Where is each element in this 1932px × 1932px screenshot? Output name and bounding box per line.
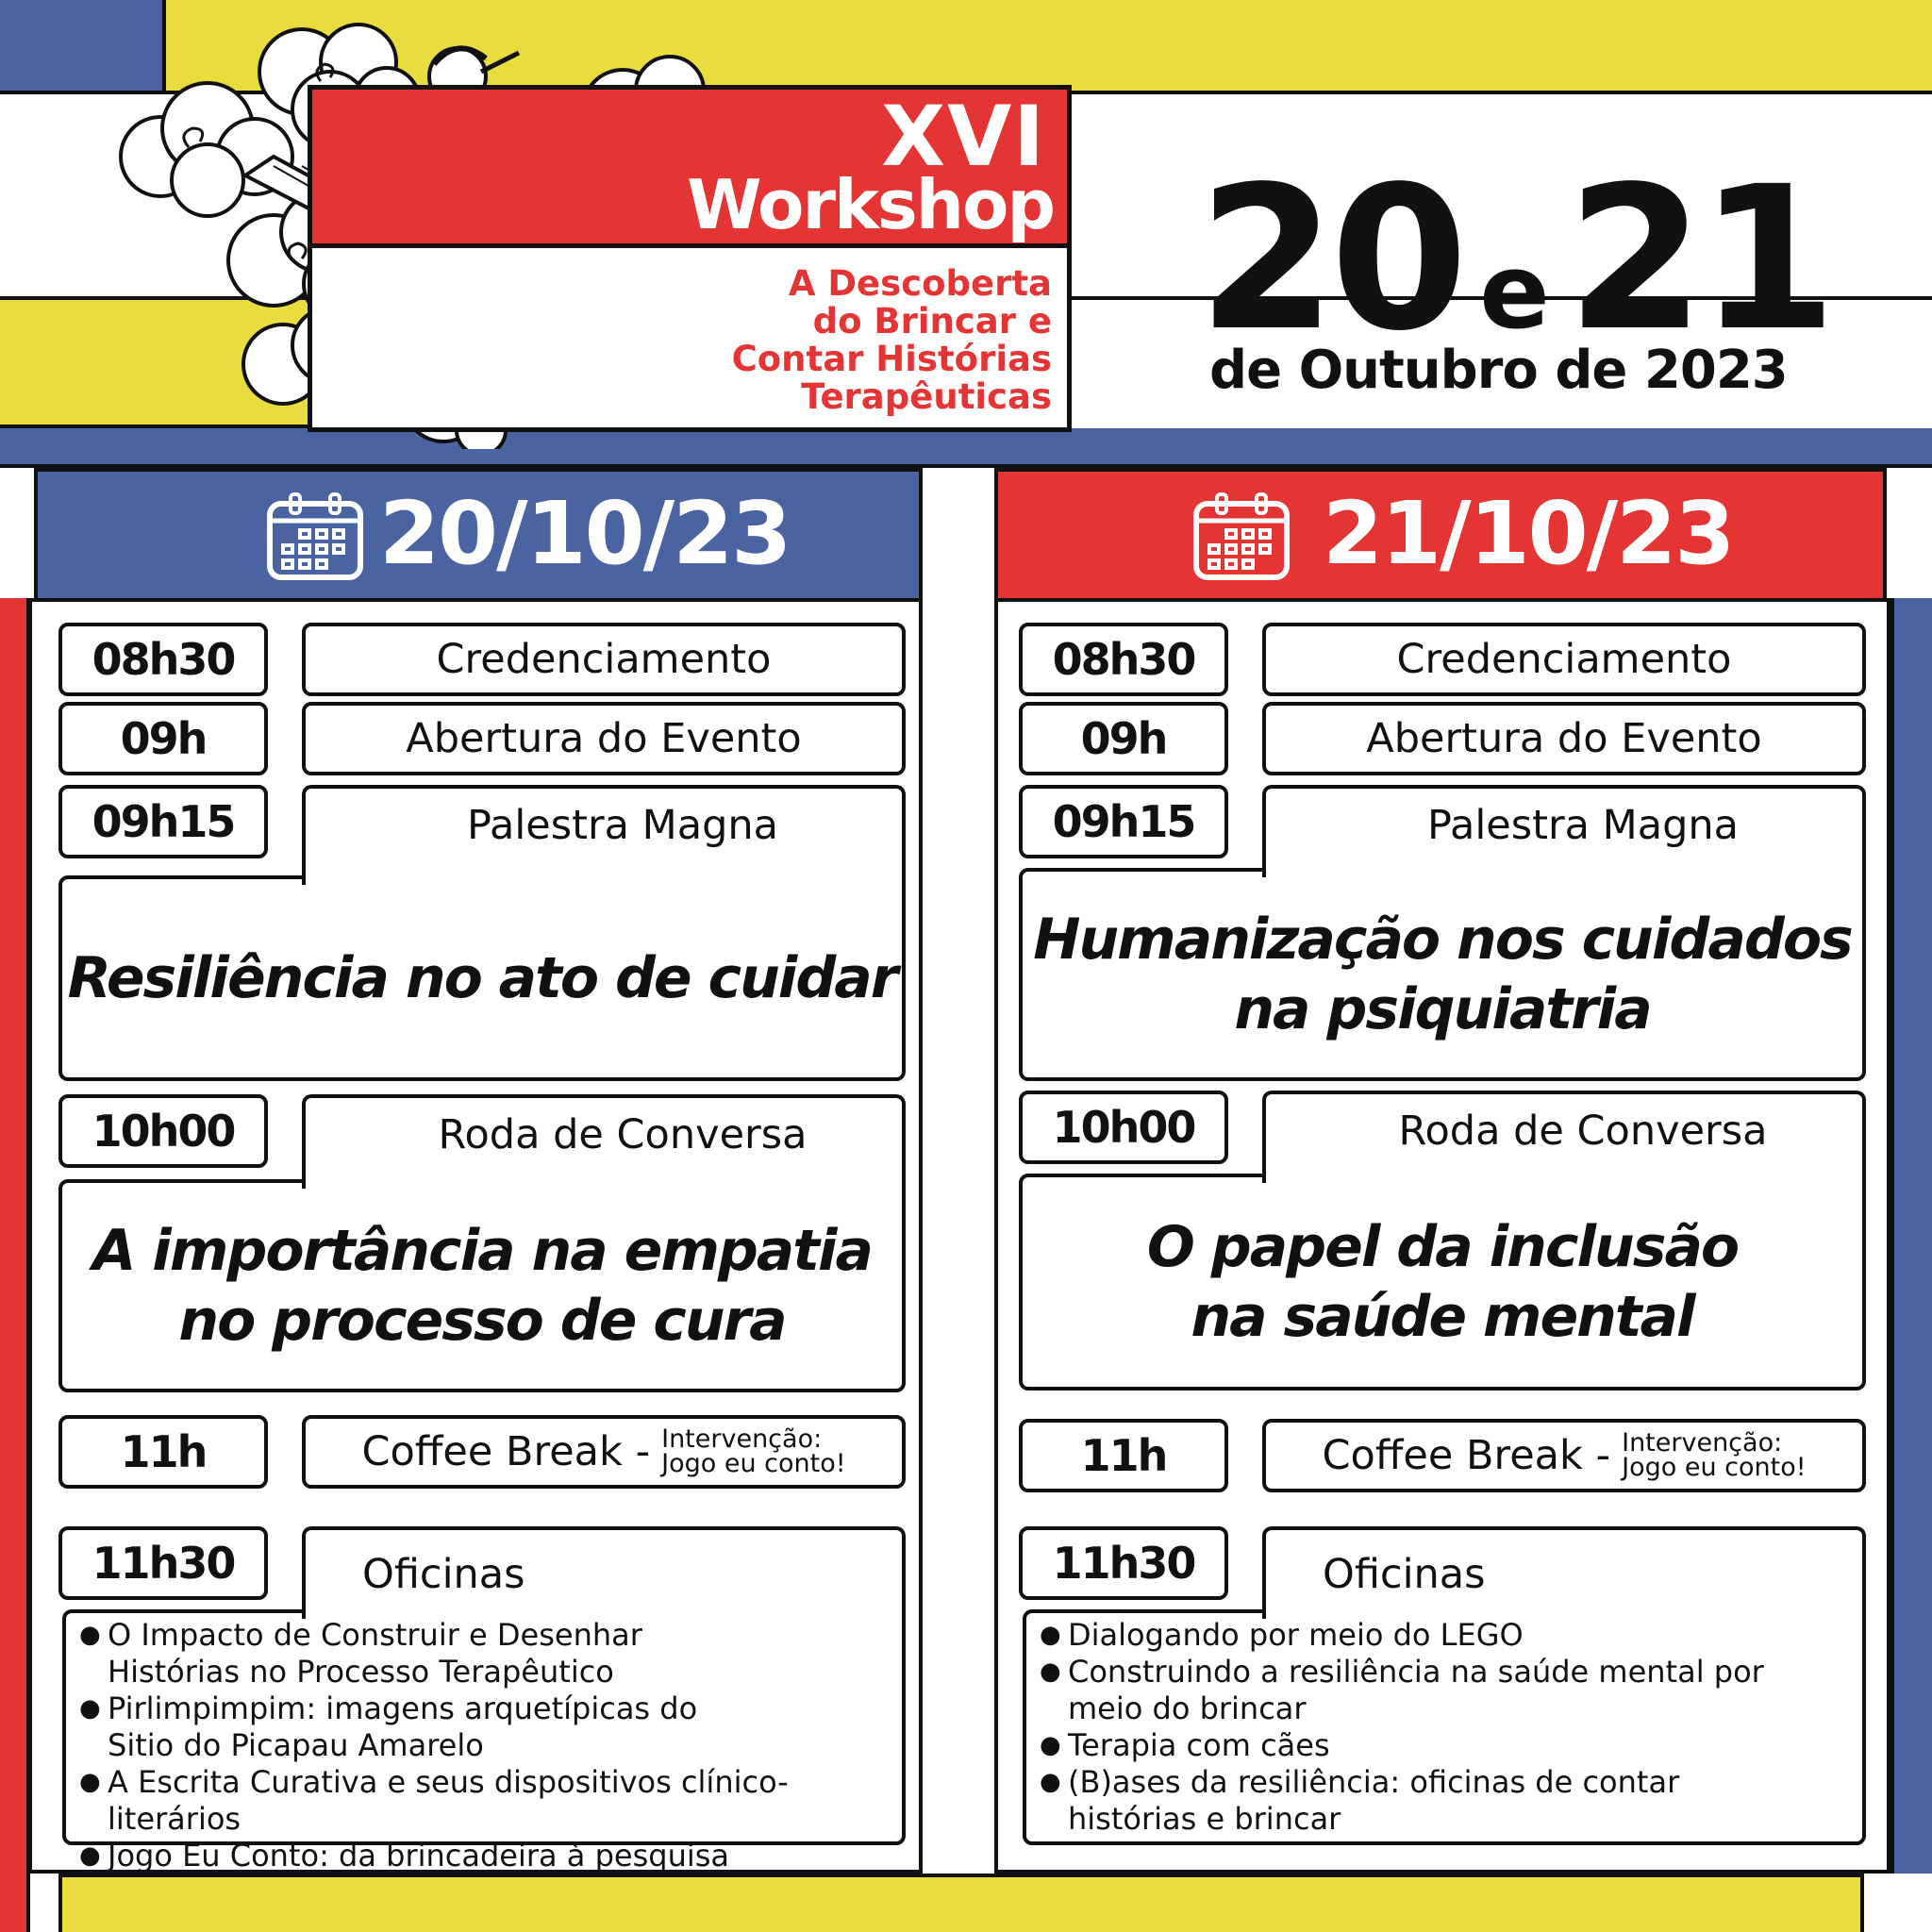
day1-header — [34, 468, 923, 598]
workshops-tab — [1262, 1526, 1866, 1619]
time-box: 10h00 — [58, 1094, 268, 1168]
coffee-break-box — [302, 1415, 906, 1489]
lecture-title-line: Humanização nos cuidados — [1033, 907, 1852, 973]
coffee-break-label: Coffee Break - — [361, 1428, 651, 1475]
workshop-list — [1040, 1617, 1813, 1838]
note-line: Jogo eu conto! — [1622, 1453, 1807, 1482]
workshop-item: ● (B)ases da resiliência: oficinas de contar histórias e brincar — [1040, 1764, 1813, 1838]
calendar-icon — [266, 492, 364, 581]
note-line: Intervenção: — [661, 1424, 823, 1454]
discussion-title-line: no processo de cura — [178, 1288, 786, 1354]
discussion-title-line: A importância na empatia — [92, 1218, 873, 1284]
time-box: 11h — [1019, 1419, 1228, 1492]
time-box: 08h30 — [1019, 623, 1228, 696]
date-day-1: 20 — [1198, 143, 1463, 375]
session-box: Abertura do Evento — [302, 702, 906, 775]
lecture-tab — [1262, 785, 1866, 877]
workshop-item: ● Terapia com cães — [1040, 1727, 1813, 1764]
cloud-icon — [121, 83, 292, 216]
workshops-label: Oficinas — [362, 1551, 525, 1598]
workshop-item: ● Pirlimpimpim: imagens arquetípicas do Sitio do Picapau Amarelo — [79, 1690, 900, 1764]
subtitle-line: A Descoberta — [788, 263, 1052, 304]
day2-header — [994, 468, 1887, 598]
time-box: 11h30 — [1019, 1526, 1228, 1600]
date-day-2: 21 — [1566, 143, 1832, 375]
day2-schedule — [994, 598, 1890, 1874]
time-box: 08h30 — [58, 623, 268, 696]
discussion-label: Roda de Conversa — [1398, 1108, 1768, 1155]
lecture-title-line: na psiquiatria — [1234, 976, 1651, 1042]
note-line: Intervenção: — [1622, 1428, 1783, 1457]
discussion-box — [1019, 1174, 1866, 1391]
lecture-tab — [302, 785, 906, 885]
calendar-icon — [1192, 492, 1291, 581]
lecture-box — [1019, 868, 1866, 1081]
event-month-year: de Outubro de 2023 — [1209, 340, 1788, 401]
lecture-title: Resiliência no ato de cuidar — [67, 945, 897, 1011]
discussion-box — [58, 1179, 906, 1392]
session-box: Credenciamento — [302, 623, 906, 696]
right-blue-strip — [1890, 598, 1932, 1874]
workshop-list — [79, 1617, 900, 1874]
time-box: 09h — [58, 702, 268, 775]
coffee-break-note — [661, 1424, 846, 1478]
subtitle-line: Terapêuticas — [801, 376, 1052, 417]
time-box: 10h00 — [1019, 1091, 1228, 1164]
discussion-title-line: na saúde mental — [1191, 1284, 1694, 1350]
time-box: 11h30 — [58, 1526, 268, 1600]
lecture-box — [58, 875, 906, 1081]
time-box: 09h15 — [1019, 785, 1228, 858]
note-line: Jogo eu conto! — [661, 1449, 846, 1478]
coffee-break-box — [1262, 1419, 1866, 1492]
subtitle-line: do Brincar e — [812, 301, 1052, 341]
day2-date: 21/10/23 — [1323, 483, 1734, 584]
discussion-title-line: O papel da inclusão — [1146, 1214, 1739, 1280]
date-connector: e — [1479, 231, 1550, 352]
time-box: 09h15 — [58, 785, 268, 858]
discussion-tab — [1262, 1091, 1866, 1183]
workshops-label: Oficinas — [1323, 1551, 1486, 1598]
day1-schedule — [28, 598, 923, 1874]
workshops-tab — [302, 1526, 906, 1619]
time-box: 09h — [1019, 702, 1228, 775]
event-subtitle — [732, 265, 1052, 416]
workshop-item: ● O Impacto de Construir e Desenhar Histórias no Processo Terapêutico — [79, 1617, 900, 1690]
session-box: Abertura do Evento — [1262, 702, 1866, 775]
coffee-break-label: Coffee Break - — [1322, 1432, 1611, 1479]
event-name: Workshop — [687, 165, 1054, 244]
left-red-strip — [0, 598, 30, 1932]
discussion-tab — [302, 1094, 906, 1189]
workshop-item: ● Jogo Eu Conto: da brincadeira à pesquisa — [79, 1838, 900, 1874]
workshop-item: ● Dialogando por meio do LEGO — [1040, 1617, 1813, 1654]
title-plaque — [308, 85, 1072, 432]
title-red-panel — [312, 90, 1067, 248]
lecture-label: Palestra Magna — [466, 802, 779, 849]
time-box: 11h — [58, 1415, 268, 1489]
coffee-break-note — [1622, 1428, 1807, 1482]
session-box: Credenciamento — [1262, 623, 1866, 696]
bottom-yellow-band — [58, 1874, 1864, 1932]
day1-date: 20/10/23 — [379, 483, 791, 584]
workshop-item: ● A Escrita Curativa e seus dispositivos clínico-literários — [79, 1764, 900, 1838]
discussion-label: Roda de Conversa — [438, 1111, 808, 1158]
edition-number: XVI — [881, 88, 1046, 185]
workshop-item: ● Construindo a resiliência na saúde mental por meio do brincar — [1040, 1654, 1813, 1727]
lecture-label: Palestra Magna — [1426, 802, 1740, 849]
subtitle-line: Contar Histórias — [731, 339, 1052, 379]
